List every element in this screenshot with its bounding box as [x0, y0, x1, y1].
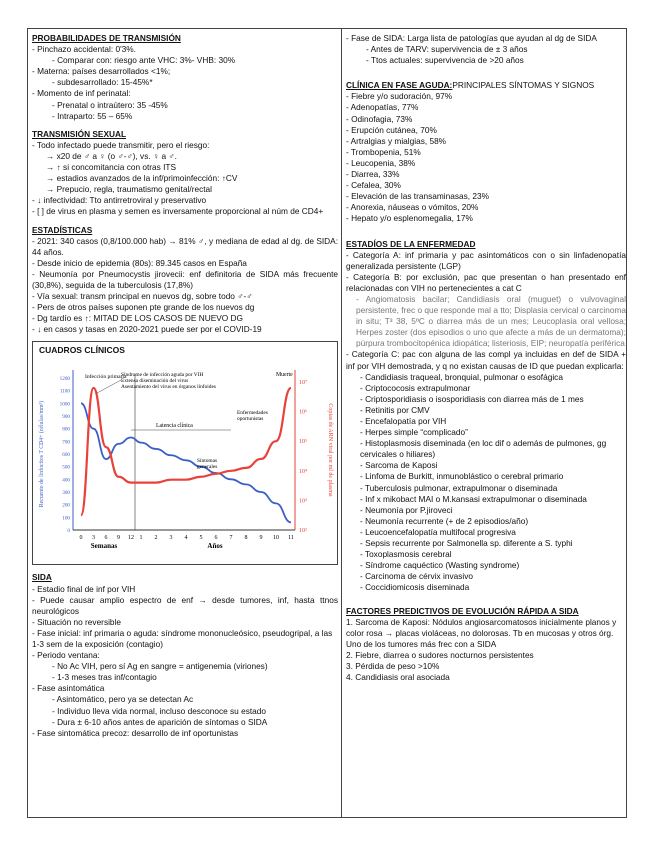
list-item: - Toxoplasmosis cerebral — [360, 549, 452, 560]
left-tick-label: 100 — [62, 515, 70, 522]
symptom-list — [346, 91, 626, 224]
category-a: - Categoría A: inf primaria y pac asintomáticos con o sin linfadenopatía generalizada persistente (LGP) — [346, 249, 626, 271]
list-item: - Hepato y/o esplenomegalia, 17% — [346, 213, 473, 224]
left-tick-label: 400 — [62, 477, 70, 484]
x-tick-label-year: 9 — [259, 535, 263, 542]
list-item: - Materna: países desarrollados <1%; — [32, 66, 171, 77]
x-tick-label-year: 11 — [288, 535, 294, 542]
right-tick-label: 10⁴ — [299, 469, 308, 476]
list-item: - Leucopenia, 38% — [346, 157, 416, 168]
list-item: - Candidiasis traqueal, bronquial, pulmonar o esofágica — [360, 371, 563, 382]
list-item: - Antes de TARV: supervivencia de ± 3 años — [366, 44, 528, 55]
left-tick-label: 800 — [62, 427, 70, 434]
list-item: - Síndrome caquéctico (Wasting syndrome) — [360, 560, 520, 571]
list-item: - Sarcoma de Kaposi — [360, 460, 438, 471]
annotation-clinical-latency: Latencia clínica — [156, 423, 193, 430]
section-title: FACTORES PREDICTIVOS DE EVOLUCIÓN RÁPIDA A SIDA — [346, 605, 579, 616]
left-tick-label: 700 — [62, 439, 70, 446]
annotation-opportunistic: oportunistas — [237, 416, 264, 423]
category-b: - Categoría B: por exclusión, pac que presentan o han presentado enf relacionadas con VIH no pertenecientes a cat C — [346, 271, 626, 293]
list-item: - Sepsis recurrente por Salmonella sp. diferente a S. typhi — [360, 538, 573, 549]
chart-box-title: CUADROS CLÍNICOS — [39, 345, 125, 356]
list-item: - Estadio final de inf por VIH — [32, 583, 136, 594]
category-b-examples: - Angiomatosis bacilar; Candidiasis oral (muguet) o vulvovaginal persistente, frec o que responde mal a tto; Displasia cervical o carcinoma in situ; T³ 38, 5ºC o diarrea más de un mes; Leucoplasia oral vellosa; Herpes zoster (dos episodios o uno que afecte a más de un dermatoma); púrpura trombocitopénica idiopática; listeriosis, EIP; neuropatía periférica — [356, 293, 626, 349]
list-item: - Neumonía por Pneumocystis jirovecii: enf definitoria de SIDA más frecuente (30,8%), seguida de la tuberculosis (17,8%) — [32, 268, 338, 290]
list-item: - Intraparto: 55 – 65% — [52, 110, 133, 121]
list-item: - Fase de SIDA: Larga lista de patologías que ayudan al dg de SIDA — [346, 33, 597, 43]
list-item: - Periodo ventana: — [32, 650, 100, 661]
annotation-death: Muerte — [276, 372, 293, 379]
list-item: - Elevación de las transaminasas, 23% — [346, 191, 489, 202]
list-item: - Comparar con: riesgo ante VHC: 3%- VHB: 30% — [52, 55, 236, 66]
list-item: - Erupción cutánea, 70% — [346, 124, 437, 135]
category-c: - Categoría C: pac con alguna de las compl ya incluidas en def de SIDA + inf por VIH demostrada, y q no existan causas de ID que puedan explicarla: — [346, 349, 626, 371]
list-item: - ↓ en casos y tasas en 2020-2021 puede ser por el COVID-19 — [32, 324, 262, 335]
list-item: 1. Sarcoma de Kaposi: Nódulos angiosarcomatosos inicialmente planos y color rosa → placas violáceas, no dolorosas. Tb en mucosas y otros órg. Uno de los tumores más frec con a SIDA — [346, 616, 617, 649]
left-tick-label: 1200 — [59, 376, 70, 383]
list-item: - Artralgias y mialgias, 58% — [346, 135, 447, 146]
left-axis-title: Recuento de linfocitos T CD4+ (células/mm³) — [39, 401, 45, 508]
list-item: - Fiebre y/o sudoración, 97% — [346, 91, 453, 102]
list-item: - Asintomático, pero ya se detectan Ac — [52, 694, 194, 705]
list-item: - Cefalea, 30% — [346, 180, 401, 191]
x-tick-label-week: 9 — [117, 535, 120, 542]
annotation-acute-syndrome: Asentamiento del virus en órganos linfoides — [121, 384, 216, 391]
list-item: - Vía sexual: transm principal en nuevos dg, sobre todo ♂-♂ — [32, 291, 253, 302]
list-item: - Criptosporidiasis o isosporidiasis con diarrea más de 1 mes — [360, 393, 584, 404]
list-item: - Fase asintomática — [32, 683, 105, 694]
list-item: - Encefalopatía por VIH — [360, 416, 447, 426]
x-tick-label-year: 5 — [199, 535, 203, 542]
list-item: - Momento de inf perinatal: — [32, 88, 131, 99]
list-item: - Dg tardío es ↑: MITAD DE LOS CASOS DE NUEVO DG — [32, 313, 244, 324]
x-tick-label-year: 3 — [169, 535, 173, 542]
right-tick-label: 10⁶ — [299, 410, 308, 417]
list-item: - Linfoma de Burkitt, inmunoblástico o cerebral primario — [360, 471, 564, 482]
section-title: ESTADÍSTICAS — [32, 224, 93, 235]
list-item: - Anorexia, náuseas o vómitos, 20% — [346, 202, 479, 213]
list-item: 3. Pérdida de peso >10% — [346, 660, 440, 671]
annotation-leader — [96, 380, 122, 394]
right-column — [346, 33, 626, 683]
list-item: - Trombopenia, 51% — [346, 146, 421, 157]
list-item: 2. Fiebre, diarrea o sudores nocturnos persistentes — [346, 649, 534, 660]
x-tick-label-week: 3 — [92, 535, 95, 542]
left-tick-label: 0 — [67, 528, 70, 535]
annotation-symptoms: Síntomas — [197, 458, 218, 465]
annotation-primary-infection: Infección primaria — [85, 374, 127, 381]
list-item: - Situación no reversible — [32, 616, 122, 627]
list-item: - Tuberculosis pulmonar, extrapulmonar o diseminada — [360, 482, 558, 493]
list-item: - 1-3 meses tras inf/contagio — [52, 672, 157, 683]
left-tick-label: 300 — [62, 490, 70, 497]
x-label-years: Años — [207, 542, 223, 551]
x-tick-label-week: 0 — [79, 535, 83, 542]
left-tick-label: 600 — [62, 452, 70, 459]
list-item: - Fase inicial: inf primaria o aguda: síndrome mononucleósico, pseudogripal, a las 1-3 sem de la exposición (contagio) — [32, 627, 333, 649]
x-tick-label-year: 4 — [184, 535, 188, 542]
right-axis-title: Copias de ARN viral por ml de plasma — [327, 403, 333, 498]
list-item: - Odinofagia, 73% — [346, 113, 413, 124]
list-item: - ↓ infectividad: Tto antirretroviral y preservativo — [32, 195, 207, 206]
x-tick-label-year: 2 — [154, 535, 158, 542]
list-item: - Adenopatías, 77% — [346, 102, 419, 113]
factors-list — [346, 617, 626, 684]
list-item: - Todo infectado puede transmitir, pero el riesgo: — [32, 139, 210, 150]
list-item: - Histoplasmosis diseminada (en loc dif o además de pulmones, gg cervicales o hiliares) — [360, 438, 607, 460]
list-item: - Leucoencefalopatía multifocal progresiva — [360, 526, 516, 537]
x-tick-label-week: 12 — [128, 535, 134, 542]
section-title: ESTADÍOS DE LA ENFERMEDAD — [346, 238, 476, 249]
list-item: - Pers de otros países suponen pte grande de los nuevos dg — [32, 302, 255, 313]
x-tick-label-week: 6 — [104, 535, 108, 542]
section-title: TRANSMISIÓN SEXUAL — [32, 128, 127, 139]
section-title: SIDA — [32, 572, 52, 583]
left-tick-label: 900 — [62, 414, 70, 421]
x-tick-label-year: 10 — [273, 535, 279, 542]
left-tick-label: 1000 — [59, 401, 70, 408]
list-item: - Puede causar amplio espectro de enf → desde tumores, inf, hasta ttnos neurológicos — [32, 594, 338, 616]
list-item: - Inf x mikobact MAI o M.kansasi extrapulmonar o diseminada — [360, 493, 587, 504]
page-frame — [27, 28, 627, 818]
list-item: - [ ] de virus en plasma y semen es inversamente proporcional al núm de CD4+ — [32, 206, 324, 217]
list-item: - Carcinoma de cérvix invasivo — [360, 571, 473, 582]
list-item: - Criptococosis extrapulmonar — [360, 382, 471, 393]
clinical-course-chart — [32, 341, 338, 565]
list-item: → x20 de ♂ a ♀ (o ♂-♂), vs. ♀ a ♂. — [46, 150, 177, 161]
section-title — [346, 80, 626, 91]
left-tick-label: 200 — [62, 503, 70, 510]
right-tick-label: 10⁷ — [299, 380, 308, 387]
annotation-acute-syndrome: Extensa diseminación del virus — [121, 378, 189, 385]
list-item: - Neumonía por P.jiroveci — [360, 504, 453, 515]
annotation-symptoms: generales — [197, 464, 218, 471]
list-item: - Individuo lleva vida normal, incluso desconoce su estado — [52, 705, 266, 716]
list-item: → ↑ si concomitancia con otras ITS — [46, 162, 177, 173]
list-item: - Ttos actuales: supervivencia de >20 años — [366, 55, 524, 66]
list-item: - Neumonía recurrente (+ de 2 episodios/año) — [360, 515, 529, 526]
list-item: 4. Candidiasis oral asociada — [346, 672, 450, 683]
x-label-weeks: Semanas — [90, 542, 118, 551]
list-item: - Herpes simple “complicado” — [360, 427, 468, 438]
list-item: → Prepucio, regla, traumatismo genital/rectal — [46, 184, 213, 195]
list-item: - Diarrea, 33% — [346, 169, 400, 180]
right-tick-label: 10⁵ — [299, 439, 308, 446]
annotation-acute-syndrome: Síndrome de infección aguda por VIH — [121, 372, 204, 379]
list-item: - Prenatal o intraútero: 35 -45% — [52, 99, 168, 110]
list-item: - Dura ± 6-10 años antes de aparición de síntomas o SIDA — [52, 716, 268, 727]
list-item: - No Ac VIH, pero sí Ag en sangre = antigenemia (viriones) — [52, 661, 268, 672]
x-tick-label-year: 6 — [214, 535, 218, 542]
right-tick-label: 10² — [299, 528, 307, 535]
category-c-list — [346, 372, 626, 594]
chart-svg — [33, 342, 337, 564]
x-tick-label-year: 1 — [139, 535, 143, 542]
section-title-rest: PRINCIPALES SÍNTOMAS Y SIGNOS — [452, 80, 595, 91]
x-tick-label-year: 8 — [244, 535, 248, 542]
x-tick-label-year: 7 — [229, 535, 233, 542]
annotation-opportunistic: Enfermedades — [237, 410, 268, 417]
list-item: - Fase sintomática precoz: desarrollo de inf oportunistas — [32, 727, 239, 738]
left-tick-label: 1100 — [59, 389, 70, 396]
section-title: PROBABILIDADES DE TRANSMISIÓN — [32, 33, 181, 43]
column-divider — [341, 29, 342, 817]
list-item: - Retinitis por CMV — [360, 404, 430, 415]
list-item: - Coccidiomicosis diseminada — [360, 582, 470, 593]
left-tick-label: 500 — [62, 465, 70, 472]
section-title-underlined: CLÍNICA EN FASE AGUDA: — [346, 80, 453, 91]
list-item: - Pinchazo accidental: 0'3%. — [32, 44, 136, 55]
list-item: - Desde inicio de epidemia (80s): 89.345 casos en España — [32, 257, 247, 268]
left-column — [32, 33, 338, 739]
list-item: - 2021: 340 casos (0,8/100.000 hab) → 81% ♂, y mediana de edad al dg. de SIDA: 44 años. — [32, 235, 338, 257]
list-item: → estadios avanzados de la inf/primoinfección: ↑CV — [46, 173, 238, 184]
list-item: - subdesarrollado: 15-45%* — [52, 77, 153, 88]
right-tick-label: 10³ — [299, 498, 307, 505]
